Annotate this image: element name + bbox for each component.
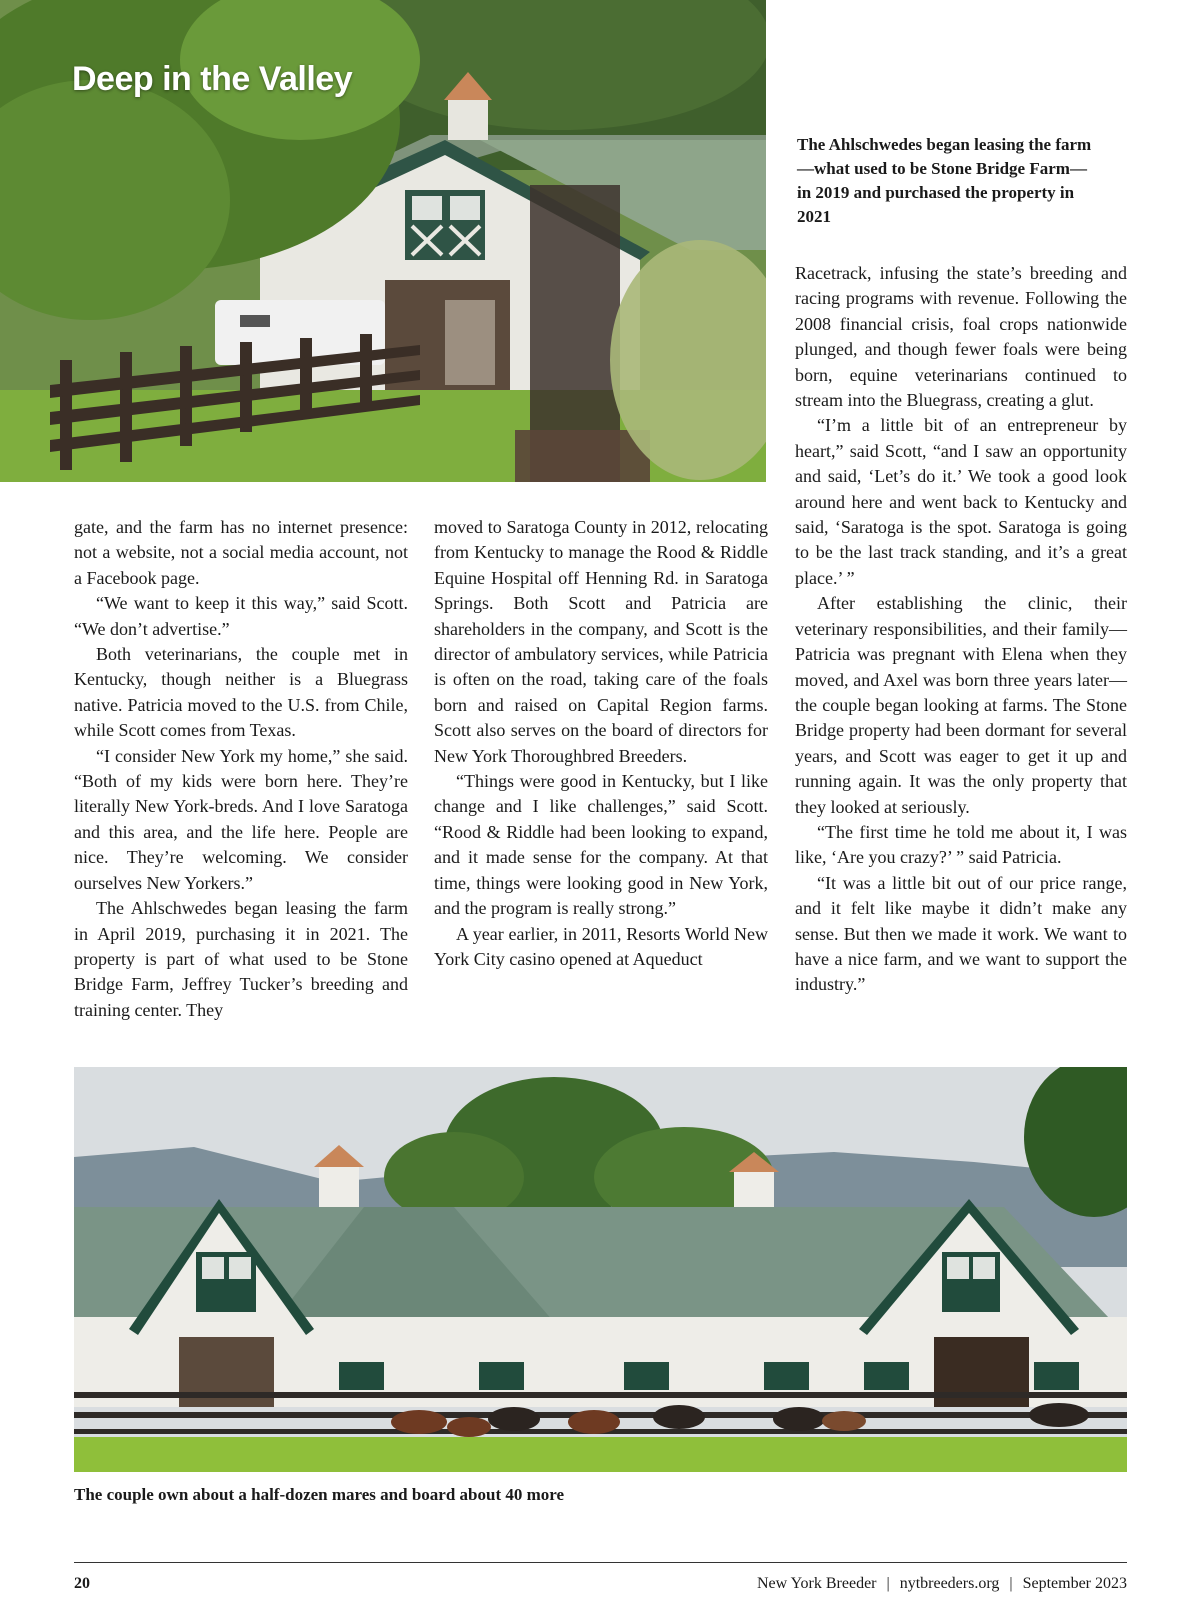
paragraph: “The first time he told me about it, I was like, ‘Are you crazy?’ ” said Patricia. <box>795 821 1127 868</box>
publication-website: nytbreeders.org <box>899 1575 1000 1592</box>
barn-horses-photo-illustration <box>74 1067 1127 1472</box>
footer-separator: | <box>1009 1575 1013 1592</box>
paragraph: “I’m a little bit of an entrepreneur by heart,” said Scott, “and I saw an opportunity and said, ‘Let’s do it.’ We took a good look around here and went back to Kentucky and said, ‘Saratoga is the spot. Saratoga is going to be the last track standing, and it’s a great place.’ ” <box>795 415 1127 588</box>
footer-publication-info <box>757 1572 1127 1596</box>
paragraph: Racetrack, infusing the state’s breeding and racing programs with revenue. Following the 2008 financial crisis, foal crops nationwide plunged, and though fewer foals were being born, equine veterinarians continued to stream into the Bluegrass, creating a glut. <box>795 263 1127 411</box>
section-title: Deep in the Valley <box>72 60 353 98</box>
body-column-3 <box>795 261 1127 998</box>
issue-date: September 2023 <box>1022 1575 1127 1592</box>
page-number: 20 <box>74 1575 90 1592</box>
body-column-2 <box>434 515 768 972</box>
photo-caption-top: The Ahlschwedes began leasing the farm—what used to be Stone Bridge Farm—in 2019 and purchased the property in 2021 <box>797 135 1092 226</box>
paragraph: “It was a little bit out of our price range, and it felt like maybe it didn’t make any sense. But then we made it work. We want to have a nice farm, and we want to support the industry.” <box>795 872 1127 995</box>
bottom-photo <box>74 1067 1127 1472</box>
paragraph: gate, and the farm has no internet presence: not a website, not a social media account, not a Facebook page. <box>74 517 408 588</box>
footer-divider <box>74 1562 1127 1563</box>
footer-separator: | <box>886 1575 890 1592</box>
paragraph: “We want to keep it this way,” said Scott. “We don’t advertise.” <box>74 593 408 639</box>
paragraph: “I consider New York my home,” she said. “Both of my kids were born here. They’re literally New York-breds. And I love Saratoga and this area, and the life here. People are nice. They’re welcoming. We consider ourselves New Yorkers.” <box>74 745 408 893</box>
paragraph: “Things were good in Kentucky, but I like change and I like challenges,” said Scott. “Rood & Riddle had been looking to expand, and it made sense for the company. At that time, things were looking good in New York, and the program is really strong.” <box>434 771 768 919</box>
publication-name: New York Breeder <box>756 1575 877 1592</box>
page-footer <box>74 1572 1127 1596</box>
paragraph: The Ahlschwedes began leasing the farm in April 2019, purchasing it in 2021. The property is part of what used to be Stone Bridge Farm, Jeffrey Tucker’s breeding and training center. They <box>74 898 408 1020</box>
body-column-1 <box>74 515 408 1023</box>
photo-caption-bottom: The couple own about a half-dozen mares and board about 40 more <box>74 1485 565 1504</box>
paragraph: After establishing the clinic, their veterinary responsibilities, and their family—Patricia was pregnant with Elena when they moved, and Axel was born three years later—the couple began looking at farms. The Stone Bridge property had been dormant for several years, and Scott was eager to get it up and running again. It was the only property that they looked at seriously. <box>795 593 1127 817</box>
paragraph: moved to Saratoga County in 2012, relocating from Kentucky to manage the Rood & Riddle Equine Hospital off Henning Rd. in Saratoga Springs. Both Scott and Patricia are shareholders in the company, and Scott is the director of ambulatory services, while Patricia is often on the road, taking care of the foals born and raised on Capital Region farms. Scott also serves on the board of directors for New York Thoroughbred Breeders. <box>434 517 768 766</box>
paragraph: A year earlier, in 2011, Resorts World New York City casino opened at Aqueduct <box>434 923 768 969</box>
top-photo <box>0 0 766 482</box>
paragraph: Both veterinarians, the couple met in Kentucky, though neither is a Bluegrass native. Patricia moved to the U.S. from Chile, while Scott comes from Texas. <box>74 644 408 741</box>
